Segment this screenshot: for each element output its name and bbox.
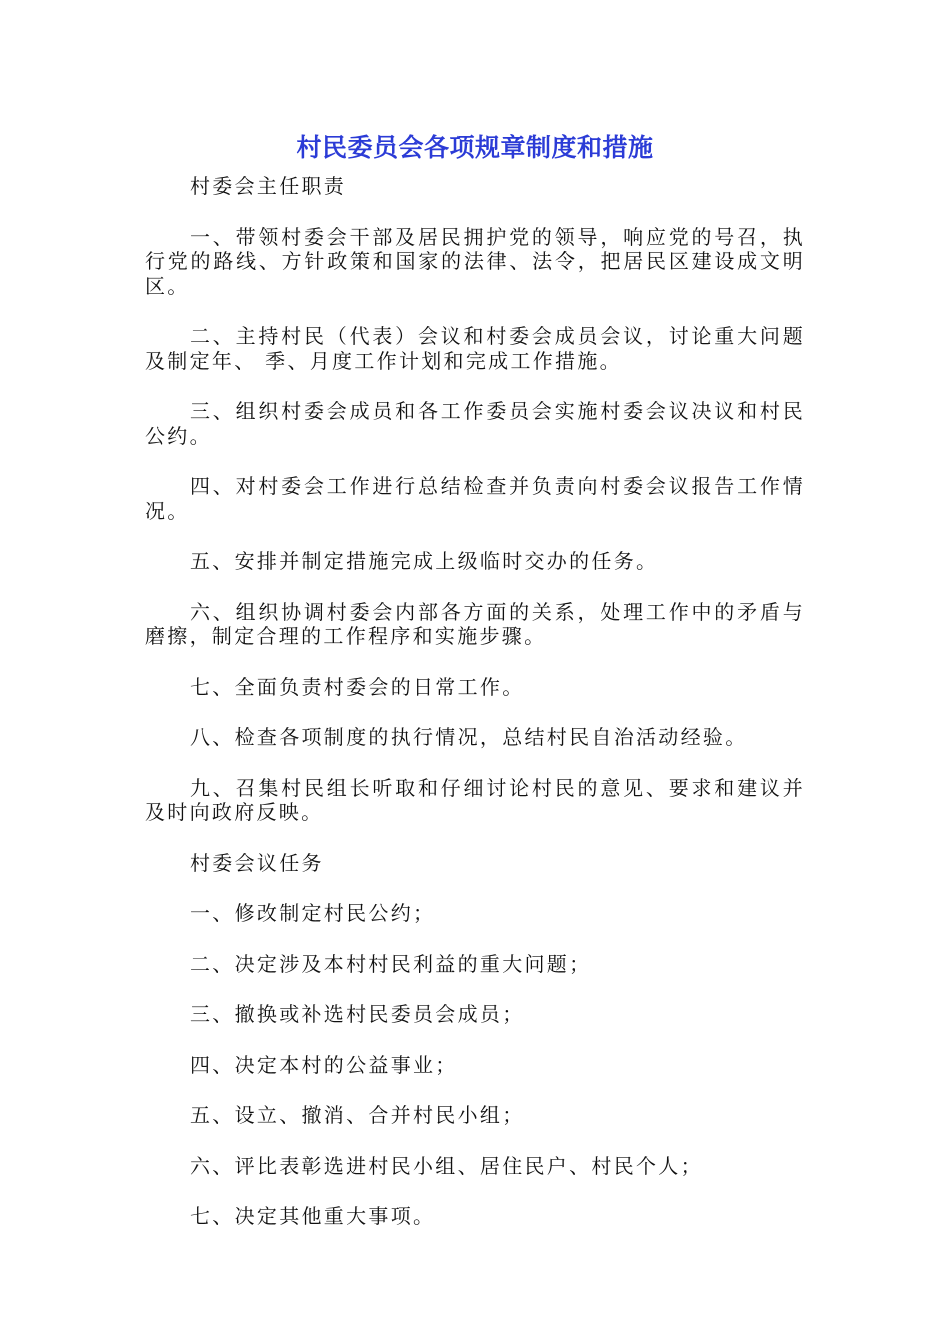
paragraph: 四、对村委会工作进行总结检查并负责向村委会议报告工作情况。 — [145, 474, 805, 523]
paragraph: 一、修改制定村民公约； — [190, 901, 436, 925]
paragraph: 二、决定涉及本村村民利益的重大问题； — [190, 951, 592, 976]
section-heading-meeting-tasks: 村委会议任务 — [190, 850, 324, 875]
paragraph: 五、安排并制定措施完成上级临时交办的任务。 — [190, 549, 659, 573]
paragraph: 五、设立、撤消、合并村民小组； — [190, 1103, 525, 1127]
paragraph: 三、组织村委会成员和各工作委员会实施村委会议决议和村民公约。 — [145, 399, 805, 448]
paragraph: 七、全面负责村委会的日常工作。 — [190, 674, 525, 699]
section-heading-director-duties: 村委会主任职责 — [190, 174, 347, 198]
paragraph: 八、检查各项制度的执行情况，总结村民自治活动经验。 — [190, 725, 748, 749]
paragraph: 三、撤换或补选村民委员会成员； — [190, 1002, 525, 1026]
paragraph: 四、决定本村的公益事业； — [190, 1052, 458, 1077]
paragraph: 九、召集村民组长听取和仔细讨论村民的意见、要求和建议并及时向政府反映。 — [145, 775, 805, 824]
document-title: 村民委员会各项规章制度和措施 — [296, 133, 654, 162]
document-page — [145, 128, 805, 1229]
paragraph: 六、组织协调村委会内部各方面的关系，处理工作中的矛盾与磨擦，制定合理的工作程序和实施步骤。 — [145, 599, 805, 648]
paragraph: 二、主持村民（代表）会议和村委会成员会议，讨论重大问题及制定年、 季、月度工作计划和完成工作措施。 — [145, 324, 805, 373]
paragraph: 六、评比表彰选进村民小组、居住民户、村民个人； — [190, 1153, 703, 1178]
paragraph: 七、决定其他重大事项。 — [190, 1204, 436, 1228]
paragraph: 一、带领村委会干部及居民拥护党的领导，响应党的号召，执行党的路线、方针政策和国家的法律、法令，把居民区建设成文明区。 — [145, 224, 805, 298]
